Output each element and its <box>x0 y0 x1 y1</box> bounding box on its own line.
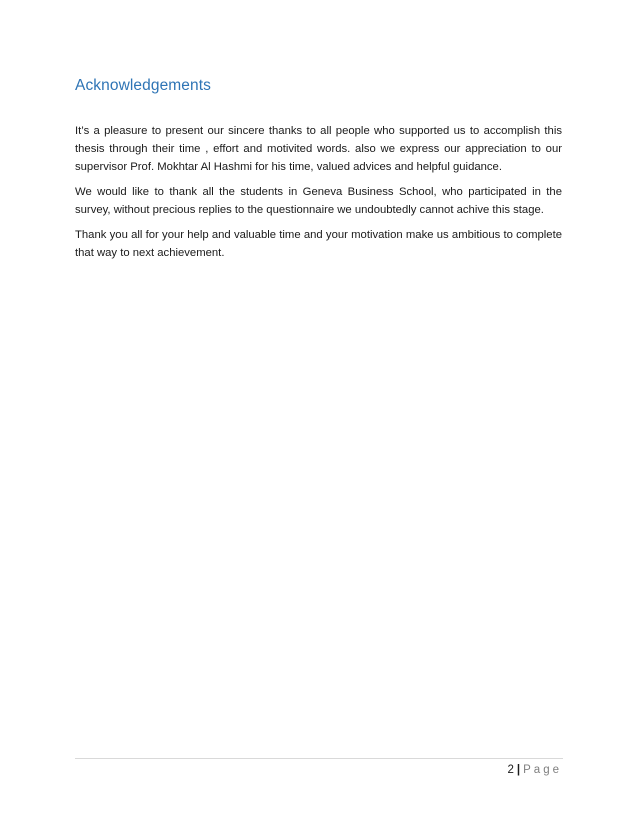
page-title: Acknowledgements <box>75 77 212 94</box>
footer-divider <box>75 758 563 759</box>
paragraph-thanks: It’s a pleasure to present our sincere thanks to all people who supported us to accomplish this thesis through their time , effort and motivited words. also we express our appreciation to our supervisor Prof. Mokhtar Al Hashmi for his time, valued advices and helpful guidance. <box>75 125 562 173</box>
paragraph-students: We would like to thank all the students in Geneva Business School, who participated in the survey, without precious replies to the questionnaire we undoubtedly cannot achive this stage. <box>75 186 562 216</box>
page-label: Page <box>523 764 562 776</box>
paragraph-closing: Thank you all for your help and valuable time and your motivation make us ambitious to complete that way to next achievement. <box>75 229 562 259</box>
body-text <box>75 122 562 269</box>
page-number: 2 <box>507 764 514 776</box>
page-footer <box>508 764 562 776</box>
footer-separator: | <box>516 764 521 776</box>
